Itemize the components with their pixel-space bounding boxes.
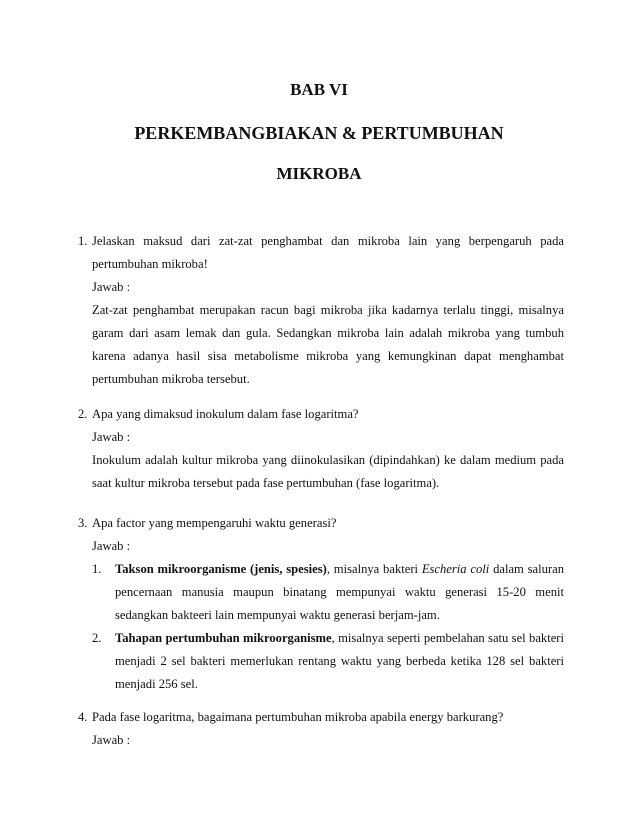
item-number: 1.: [92, 562, 102, 576]
species-name: Escheria coli: [421, 562, 490, 576]
item-text-a: , misalnya seperti pembelahan satu sel bakteri menjadi 2 sel bakteri memerlukan rentang waktu yang berbeda ketika 128 sel bakteri menjadi 256 sel.: [115, 631, 564, 691]
item-text: [115, 558, 564, 627]
chapter-title-line-2: MIKROBA: [276, 164, 362, 183]
chapter-title-line-1: PERKEMBANGBIAKAN & PERTUMBUHAN: [134, 123, 504, 143]
chapter-heading: BAB VI: [290, 80, 348, 99]
question-text: Pada fase logaritma, bagaimana pertumbuhan mikroba apabila energy barkurang?: [92, 710, 504, 724]
answer-text: Inokulum adalah kultur mikroba yang diinokulasikan (dipindahkan) ke dalam medium pada saat kultur mikroba tersebut pada fase pertumbuhan (fase logaritma).: [92, 453, 564, 490]
question-4: [78, 706, 564, 752]
question-number: 1.: [78, 234, 88, 248]
answer-label: Jawab :: [92, 539, 131, 553]
question-number: 4.: [78, 710, 88, 724]
item-text-a: , misalnya bakteri: [326, 562, 422, 576]
item-text-b: dalam saluran pencernaan manusia maupun binatang mempunyai waktu generasi 15-20 menit sedangkan bakteeri lain mempunyai waktu generasi berjam-jam.: [115, 562, 565, 622]
question-number: 3.: [78, 516, 88, 530]
question-2: [78, 403, 564, 495]
question-1: [78, 230, 564, 391]
item-number: 2.: [92, 631, 102, 645]
question-text: Apa yang dimaksud inokulum dalam fase logaritma?: [92, 407, 359, 421]
answer-label: Jawab :: [92, 280, 131, 294]
question-text: Apa factor yang mempengaruhi waktu generasi?: [92, 516, 337, 530]
question-number: 2.: [78, 407, 88, 421]
question-3: [78, 512, 565, 696]
answer-item-2: [92, 627, 564, 696]
item-text: [115, 627, 564, 696]
item-term: Takson mikroorganisme (jenis, spesies): [115, 562, 327, 576]
item-term: Tahapan pertumbuhan mikroorganisme: [115, 631, 332, 645]
question-text: Jelaskan maksud dari zat-zat penghambat dan mikroba lain yang berpengaruh pada pertumbuhan mikroba!: [92, 234, 564, 271]
answer-text: Zat-zat penghambat merupakan racun bagi mikroba jika kadarnya terlalu tinggi, misalnya garam dari asam lemak dan gula. Sedangkan mikroba lain adalah mikroba yang tumbuh karena adanya hasil sisa metabolisme mikroba yang kemungkinan dapat menghambat pertumbuhan mikroba tersebut.: [92, 303, 564, 386]
answer-label: Jawab :: [92, 733, 131, 747]
answer-item-1: [92, 558, 564, 627]
answer-label: Jawab :: [92, 430, 131, 444]
